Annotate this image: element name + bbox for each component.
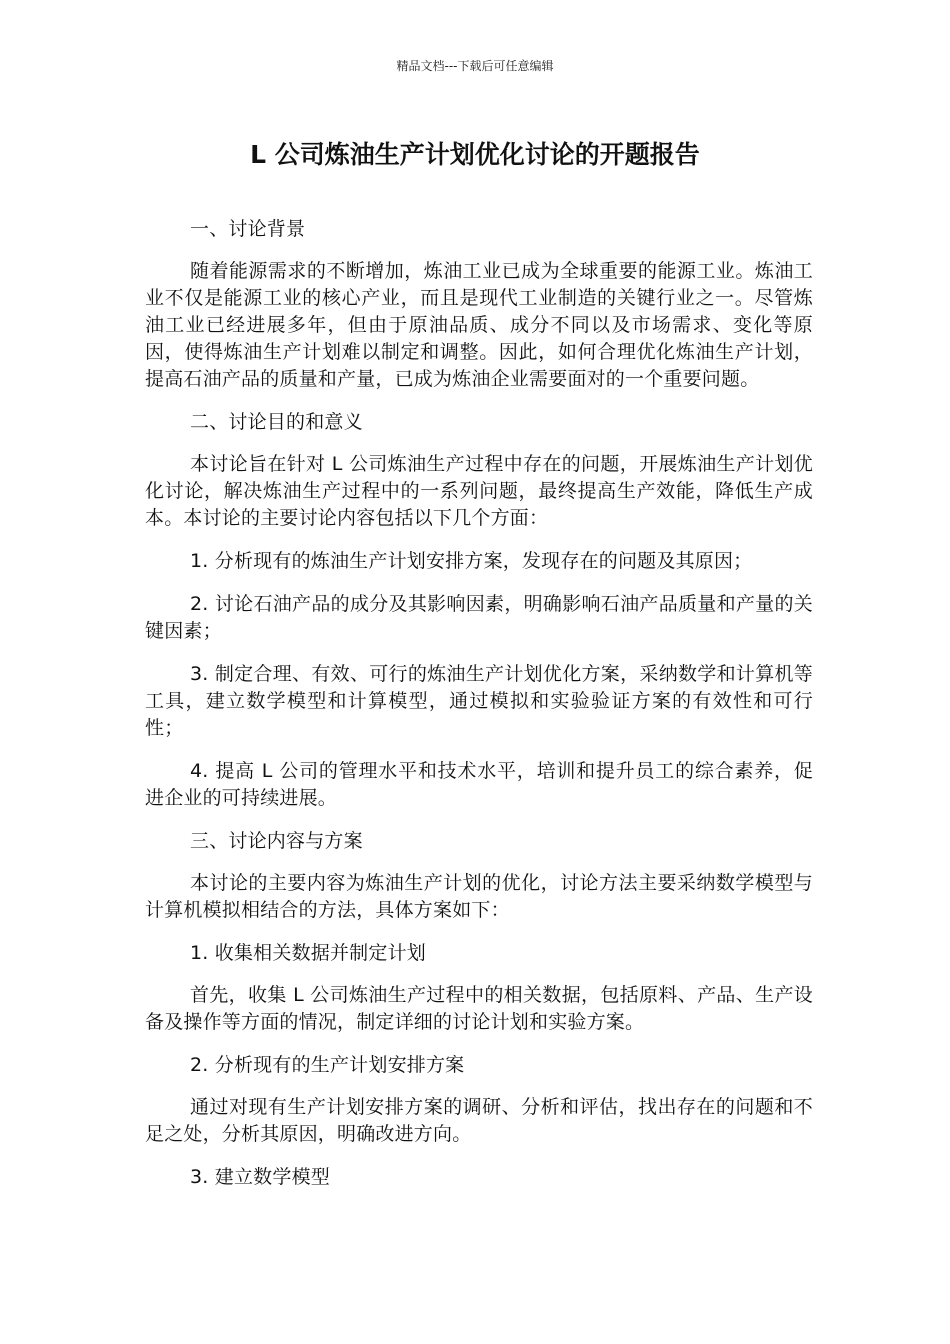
section-heading-purpose: 二、讨论目的和意义 [190,411,363,433]
list-item-3: 3. 制定合理、有效、可行的炼油生产计划优化方案，采纳数学和计算机等工具，建立数学模型和计算模型，通过模拟和实验验证方案的有效性和可行性； [145,663,813,739]
list-item-4: 4. 提高 L 公司的管理水平和技术水平，培训和提升员工的综合素养，促进企业的可持续进展。 [145,760,813,809]
document-title: L 公司炼油生产计划优化讨论的开题报告 [250,140,700,169]
section-heading-content: 三、讨论内容与方案 [190,830,363,852]
paragraph-content: 本讨论的主要内容为炼油生产计划的优化，讨论方法主要采纳数学模型与计算机模拟相结合的方法，具体方案如下： [145,872,813,921]
paragraph-purpose: 本讨论旨在针对 L 公司炼油生产过程中存在的问题，开展炼油生产计划优化讨论，解决炼油生产过程中的一系列问题，最终提高生产效能，降低生产成本。本讨论的主要讨论内容包括以下几个方面： [145,453,813,529]
subheading-analyze-plan: 2. 分析现有的生产计划安排方案 [190,1054,465,1076]
subheading-collect-data: 1. 收集相关数据并制定计划 [190,942,426,964]
list-item-2: 2. 讨论石油产品的成分及其影响因素，明确影响石油产品质量和产量的关键因素； [145,593,813,642]
paragraph-collect-data: 首先，收集 L 公司炼油生产过程中的相关数据，包括原料、产品、生产设备及操作等方面的情况，制定详细的讨论计划和实验方案。 [145,984,813,1033]
subheading-build-model: 3. 建立数学模型 [190,1166,330,1188]
paragraph-background: 随着能源需求的不断增加，炼油工业已成为全球重要的能源工业。炼油工业不仅是能源工业的核心产业，而且是现代工业制造的关键行业之一。尽管炼油工业已经进展多年，但由于原油品质、成分不同以及市场需求、变化等原因，使得炼油生产计划难以制定和调整。因此，如何合理优化炼油生产计划，提高石油产品的质量和产量，已成为炼油企业需要面对的一个重要问题。 [145,260,813,390]
paragraph-analyze-plan: 通过对现有生产计划安排方案的调研、分析和评估，找出存在的问题和不足之处，分析其原因，明确改进方向。 [145,1096,813,1145]
header-note: 精品文档---下载后可任意编辑 [396,59,554,73]
document-body [145,216,813,1206]
list-item-1: 1. 分析现有的炼油生产计划安排方案，发现存在的问题及其原因； [190,550,753,572]
section-heading-background: 一、讨论背景 [190,218,306,240]
